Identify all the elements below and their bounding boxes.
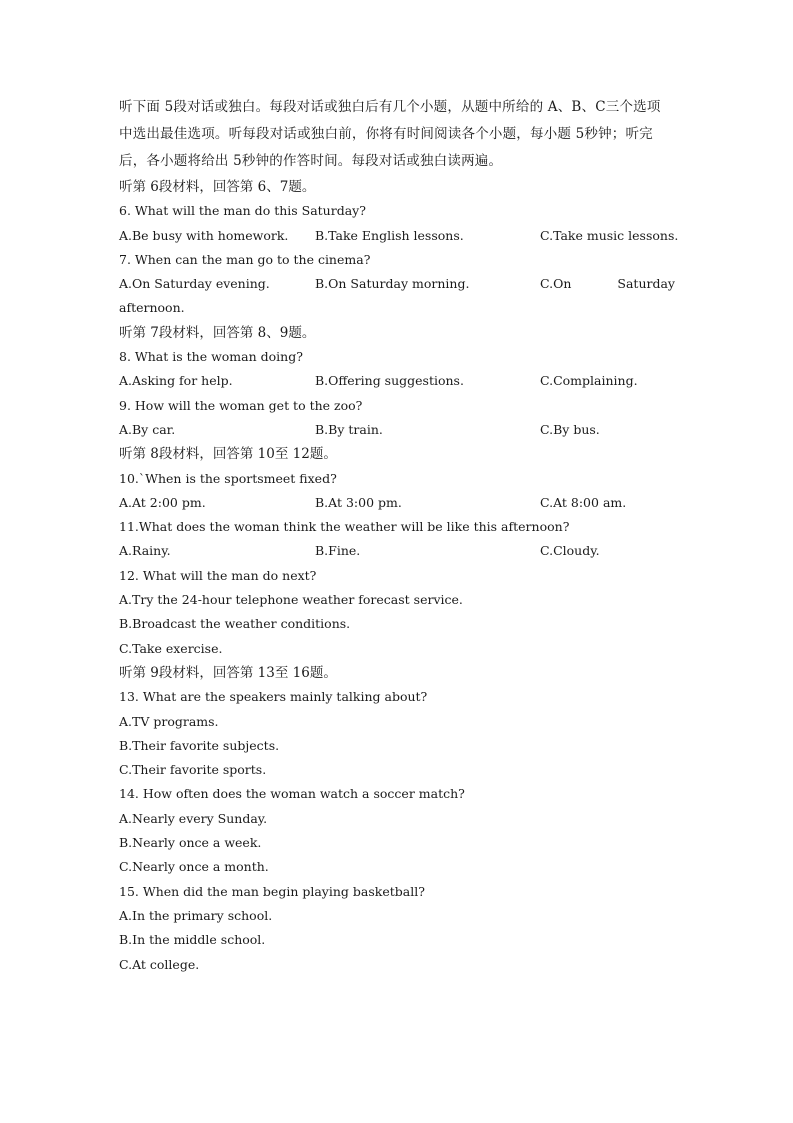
question-10-stem: 10.`When is the sportsmeet fixed? — [119, 470, 337, 486]
option-b: B.On Saturday morning. — [315, 276, 470, 292]
option-c: C.Take music lessons. — [540, 227, 679, 243]
question-11-stem: 11.What does the woman think the weather will be like this afternoon? — [119, 519, 570, 535]
intro-line-1: 听下面 5段对话或独白。每段对话或独白后有几个小题，从题中所给的 A、B、C三个选项 — [119, 99, 661, 115]
section-heading-9: 听第 9段材料，回答第 13至 16题。 — [119, 664, 337, 681]
question-14-stem: 14. How often does the woman watch a soccer match? — [119, 786, 465, 802]
option-b: B.By train. — [315, 421, 383, 437]
question-11-options — [119, 539, 675, 563]
option-c: C.At college. — [119, 956, 200, 972]
option-a: A.In the primary school. — [119, 907, 273, 923]
option-b: B.Nearly once a week. — [119, 835, 262, 851]
question-13-stem: 13. What are the speakers mainly talking about? — [119, 689, 428, 705]
question-10-options — [119, 491, 675, 515]
option-b: B.Offering suggestions. — [315, 373, 464, 389]
option-c-part-1: C.On — [540, 276, 572, 292]
question-6-options — [119, 224, 679, 248]
option-a: A.Rainy. — [119, 543, 171, 559]
option-a: A.Asking for help. — [119, 373, 233, 389]
question-7-stem: 7. When can the man go to the cinema? — [119, 251, 371, 267]
section-heading-7: 听第 7段材料，回答第 8、9题。 — [119, 324, 316, 341]
option-b: B.Fine. — [315, 543, 361, 559]
option-c: C.Take exercise. — [119, 640, 223, 656]
option-a: A.At 2:00 pm. — [119, 494, 206, 510]
question-9-stem: 9. How will the woman get to the zoo? — [119, 397, 363, 413]
option-c: C.Their favorite sports. — [119, 762, 267, 778]
section-heading-6: 听第 6段材料，回答第 6、7题。 — [119, 179, 316, 195]
option-c — [540, 272, 675, 296]
option-c-part-2: Saturday — [617, 276, 675, 292]
intro-line-3: 后，各小题将给出 5秒钟的作答时间。每段对话或独白读两遍。 — [119, 153, 503, 169]
question-9-options — [119, 418, 675, 442]
option-c: C.Nearly once a month. — [119, 859, 269, 875]
question-12-stem: 12. What will the man do next? — [119, 567, 317, 583]
option-c: C.At 8:00 am. — [540, 494, 627, 510]
option-b: B.Take English lessons. — [315, 227, 464, 243]
option-b: B.Their favorite subjects. — [119, 737, 280, 753]
option-c-continued: afternoon. — [119, 300, 185, 316]
question-6-stem: 6. What will the man do this Saturday? — [119, 203, 366, 219]
intro-line-2: 中选出最佳选项。听每段对话或独白前，你将有时间阅读各个小题，每小题 5秒钟；听完 — [119, 126, 653, 142]
option-c: C.Cloudy. — [540, 543, 600, 559]
option-c: C.Complaining. — [540, 373, 638, 389]
option-a: A.On Saturday evening. — [119, 276, 270, 292]
section-heading-8: 听第 8段材料，回答第 10至 12题。 — [119, 446, 337, 463]
question-15-stem: 15. When did the man begin playing basketball? — [119, 883, 425, 899]
question-8-stem: 8. What is the woman doing? — [119, 349, 303, 365]
question-8-options — [119, 369, 675, 393]
option-a: A.Try the 24-hour telephone weather forecast service. — [119, 592, 463, 608]
option-b: B.Broadcast the weather conditions. — [119, 616, 351, 632]
option-c: C.By bus. — [540, 421, 600, 437]
option-a: A.Nearly every Sunday. — [119, 810, 268, 826]
option-b: B.In the middle school. — [119, 932, 266, 948]
exam-page — [119, 94, 679, 977]
option-a: A.Be busy with homework. — [119, 227, 289, 243]
question-7-options — [119, 272, 675, 296]
option-b: B.At 3:00 pm. — [315, 494, 402, 510]
option-a: A.TV programs. — [119, 713, 219, 729]
option-a: A.By car. — [119, 421, 176, 437]
